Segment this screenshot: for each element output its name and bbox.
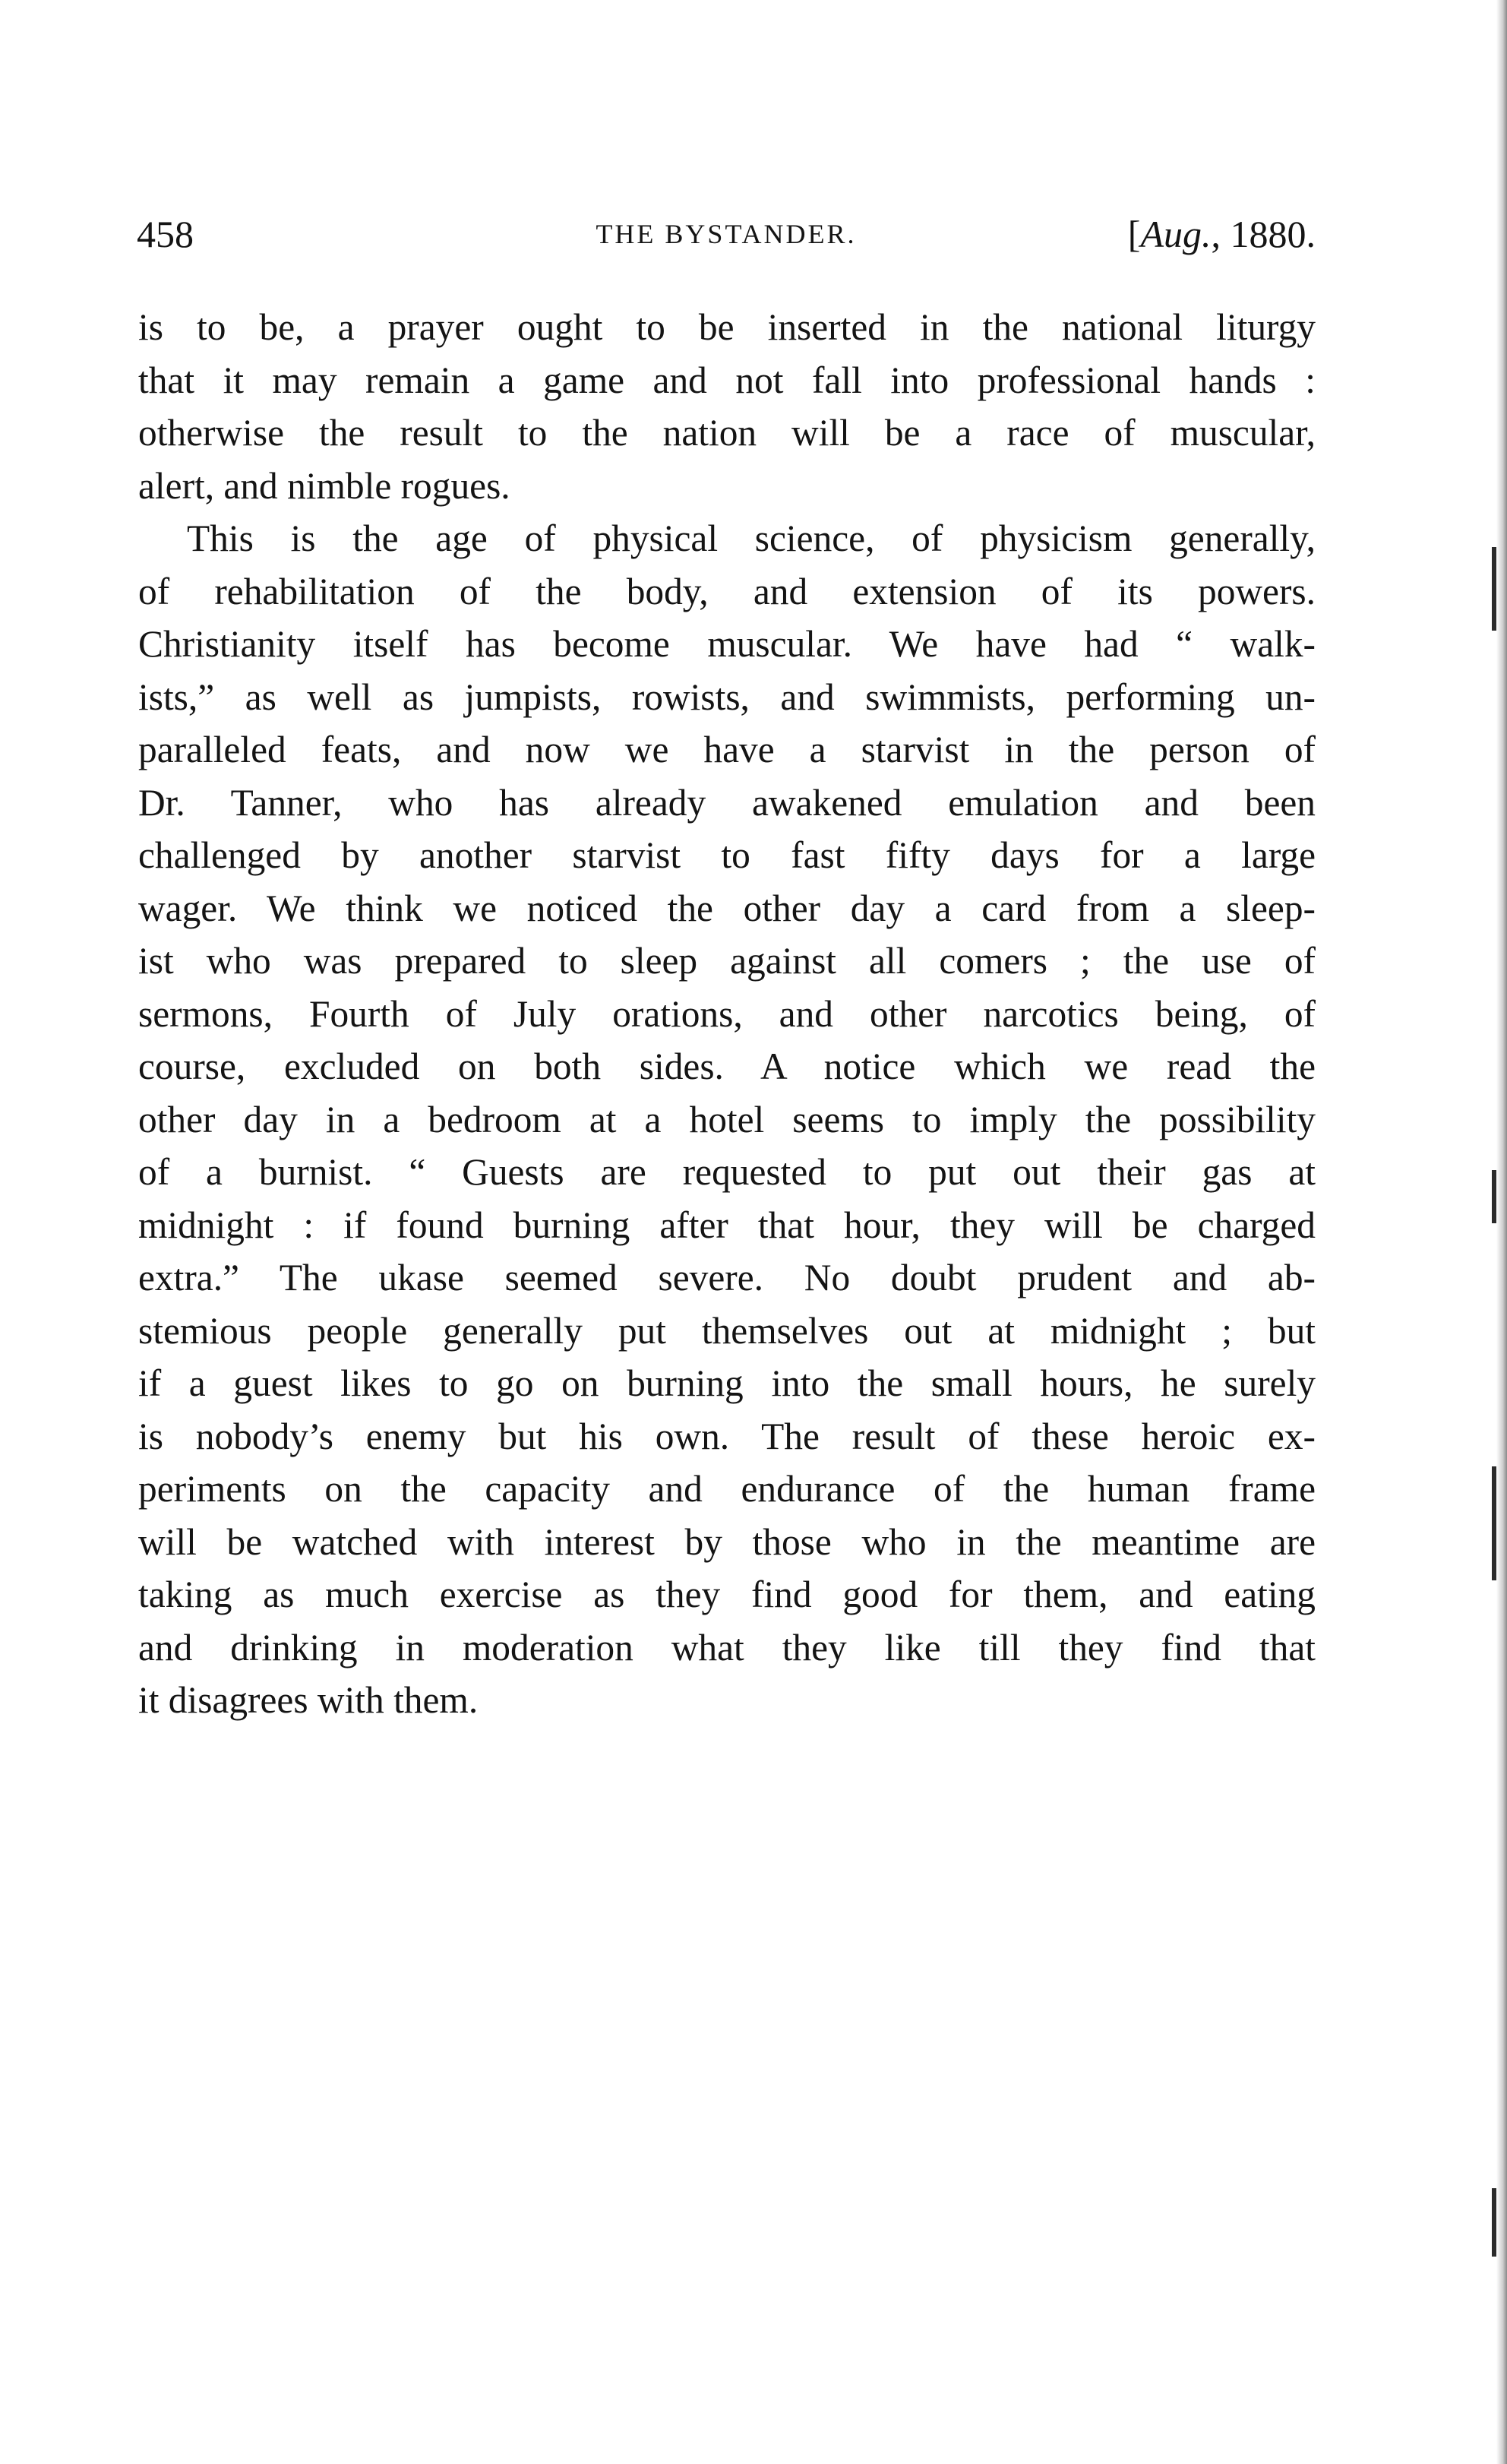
page-number: 458 [137,213,194,255]
text-line: This is the age of physical science, of physicism generally, [187,517,1316,559]
text-line: if a guest likes to go on burning into the small hours, he surely [138,1362,1316,1404]
running-header [137,204,1316,264]
page-edge-mark [1492,1170,1496,1223]
page-edge-mark [1492,547,1496,631]
text-line: is to be, a prayer ought to be inserted in the national liturgy [138,306,1316,348]
text-line: Dr. Tanner, who has already awakened emulation and been [138,781,1316,824]
text-line: and drinking in moderation what they like till they find that [138,1626,1316,1668]
text-line: ist who was prepared to sleep against all comers ; the use of [138,940,1316,982]
text-line: paralleled feats, and now we have a starvist in the person of [138,729,1316,770]
text-line: periments on the capacity and endurance of the human frame [138,1468,1316,1510]
date-bracket: [ [1127,213,1141,255]
paragraph-physicism [138,512,1316,1727]
running-date [1128,204,1316,264]
date-year: , 1880. [1211,213,1316,255]
text-line: midnight : if found burning after that hour, they will be charged [138,1204,1316,1246]
text-line: Christianity itself has become muscular. We have had “ walk- [138,623,1316,665]
text-line: taking as much exercise as they find good for them, and eating [138,1574,1316,1615]
text-line: ists,” as well as jumpists, rowists, and swimmists, performing un- [138,675,1316,718]
date-month: Aug. [1140,213,1212,255]
text-line: wager. We think we noticed the other day a card from a sleep- [138,887,1316,929]
text-line: other day in a bedroom at a hotel seems to imply the possibility [138,1098,1316,1140]
text-line: alert, and nimble rogues. [138,464,510,507]
running-title: THE BYSTANDER. [596,219,857,249]
page-edge-mark [1492,1466,1496,1580]
text-line: is nobody’s enemy but his own. The result of these heroic ex- [138,1415,1316,1457]
text-line: of rehabilitation of the body, and extension of its powers. [138,570,1316,612]
text-line: otherwise the result to the nation will be a race of muscular, [138,412,1316,454]
text-line: that it may remain a game and not fall into professional hands : [138,359,1316,401]
page-edge-mark [1492,2188,1496,2257]
paragraph-continuation [138,301,1316,512]
text-line: sermons, Fourth of July orations, and other narcotics being, of [138,992,1316,1035]
page-edge-shadow [1496,0,1507,2464]
text-line: course, excluded on both sides. A notice which we read the [138,1045,1316,1087]
text-line: challenged by another starvist to fast fifty days for a large [138,834,1316,876]
text-line: will be watched with interest by those who in the meantime are [138,1520,1316,1563]
body-text [138,301,1316,1727]
text-line: extra.” The ukase seemed severe. No doubt prudent and ab- [138,1257,1316,1298]
text-line: of a burnist. “ Guests are requested to put out their gas at [138,1151,1316,1193]
text-line: stemious people generally put themselves out at midnight ; but [138,1309,1316,1352]
text-line: it disagrees with them. [138,1679,479,1721]
